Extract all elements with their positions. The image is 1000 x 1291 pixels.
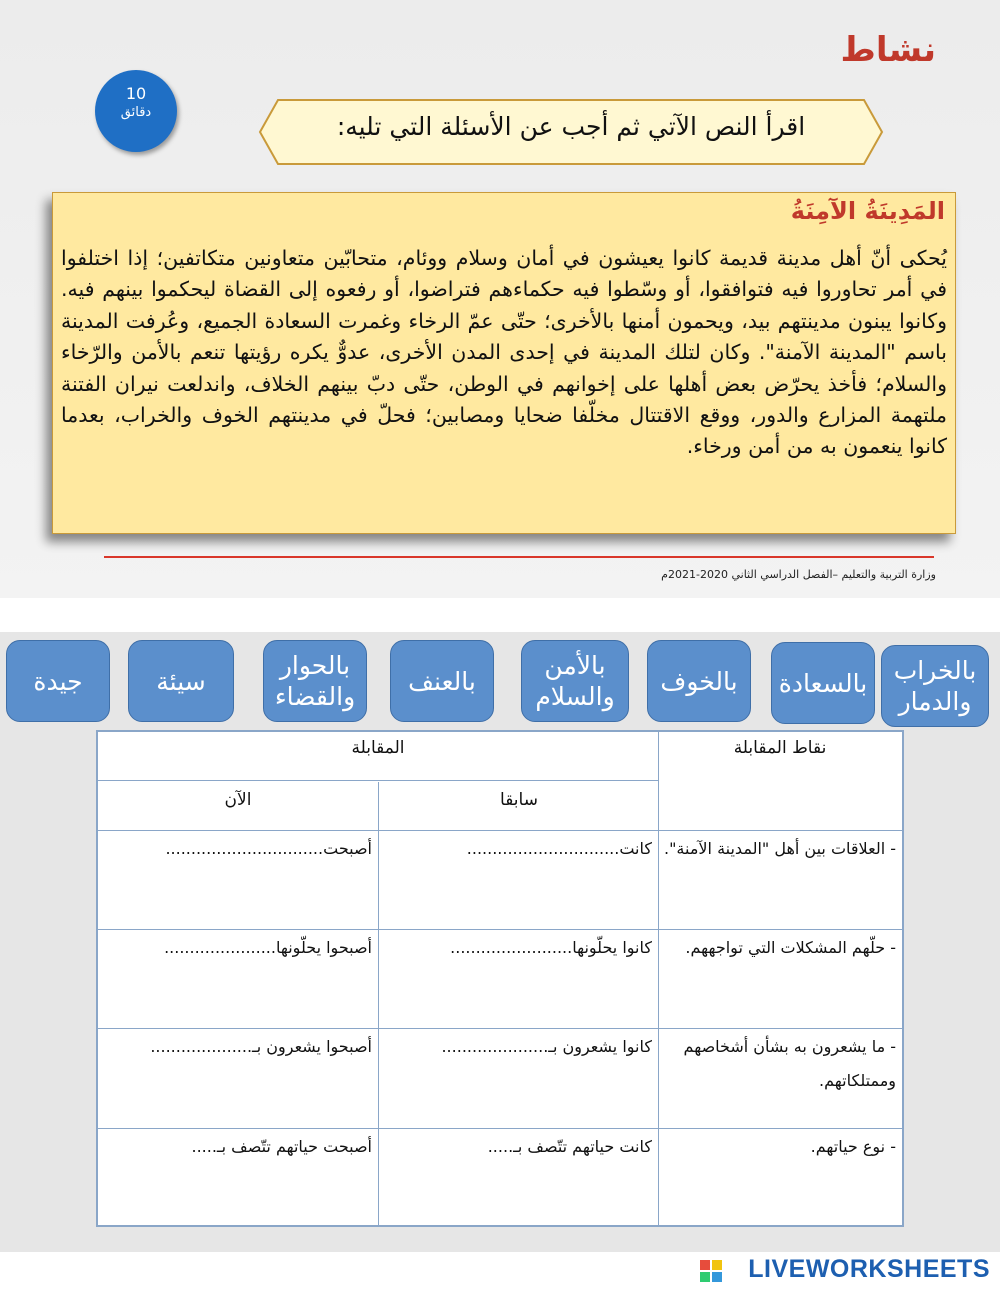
- instruction-text: اقرأ النص الآتي ثم أجب عن الأسئلة التي تليه:: [336, 112, 806, 141]
- footer-text: وزارة التربية والتعليم –الفصل الدراسي الثاني 2020-2021م: [661, 568, 936, 581]
- passage-title: المَدِينَةُ الآمِنَةُ: [790, 197, 945, 225]
- footer-divider: [104, 556, 934, 558]
- header-before: سابقا: [500, 790, 538, 810]
- row-point: - نوع حياتهم.: [810, 1137, 896, 1156]
- word-option[interactable]: بالخراب والدمار: [881, 645, 989, 727]
- row-before-blank[interactable]: كانت حياتهم تتّصف بـ.....: [487, 1137, 652, 1156]
- activity-title: نشاط: [840, 30, 936, 70]
- row-now-blank[interactable]: أصبحوا يشعرون بـ....................: [150, 1037, 372, 1056]
- table-divider: [378, 782, 379, 1225]
- row-before-blank[interactable]: كانت..............................: [466, 839, 652, 858]
- row-point: - حلّهم المشكلات التي تواجههم.: [685, 938, 896, 957]
- timer-unit: دقائق: [120, 105, 152, 120]
- header-comparison: المقابلة: [351, 738, 405, 758]
- row-now-blank[interactable]: أصبحوا يحلّونها......................: [164, 938, 372, 957]
- comparison-table: [96, 730, 904, 1227]
- word-option[interactable]: بالأمن والسلام: [521, 640, 629, 722]
- word-option[interactable]: جيدة: [6, 640, 110, 722]
- timer-badge: [95, 70, 177, 152]
- table-divider: [98, 1028, 902, 1029]
- word-option[interactable]: سيئة: [128, 640, 234, 722]
- table-divider: [98, 830, 902, 831]
- liveworksheets-logo-icon: [700, 1260, 722, 1282]
- header-points: نقاط المقابلة: [733, 738, 827, 758]
- timer-number: 10: [125, 84, 147, 103]
- row-point: - العلاقات بين أهل "المدينة الآمنة".: [663, 839, 896, 858]
- table-divider: [98, 929, 902, 930]
- row-now-blank[interactable]: أصبحت حياتهم تتّصف بـ.....: [191, 1137, 372, 1156]
- row-before-blank[interactable]: كانوا يحلّونها........................: [450, 938, 652, 957]
- instruction-banner: [258, 98, 884, 166]
- row-now-blank[interactable]: أصبحت...............................: [165, 839, 372, 858]
- table-divider: [98, 1128, 902, 1129]
- word-option[interactable]: بالحوار والقضاء: [263, 640, 367, 722]
- row-point: - ما يشعرون به بشأن أشخاصهم وممتلكاتهم.: [683, 1037, 896, 1090]
- passage-box: [52, 192, 956, 534]
- brand-name: LIVEWORKSHEETS: [748, 1255, 990, 1283]
- word-option[interactable]: بالعنف: [390, 640, 494, 722]
- table-divider: [98, 780, 658, 781]
- header-now: الآن: [224, 790, 252, 810]
- table-divider: [658, 732, 659, 1225]
- row-before-blank[interactable]: كانوا يشعرون بـ.....................: [441, 1037, 652, 1056]
- page-separator: [0, 598, 1000, 632]
- passage-text: يُحكى أنّ أهل مدينة قديمة كانوا يعيشون في أمان وسلام ووئام، متحابّين متعاونين متكاتفين؛ إذا اختلفوا في أمر تحاوروا فيه فتوافقوا، أو وسّطوا فيه حكماءهم فتراضوا، أو رفعوه إلى القضاة ليحكموا بينهم فيه. وكانوا يبنون مدينتهم بيد، ويحمون أمنها بالأخرى؛ حتّى عمّ الرخاء وغمرت السعادة الجميع، وعُرفت المدينة باسم "المدينة الآمنة". وكان لتلك المدينة في إحدى المدن الأخرى، عدوٌّ يكره رؤيتها تنعم بالأمن والرّخاء والسلام؛ فأخذ يحرّض بعض أهلها على إخوانهم في الوطن، حتّى دبّ بينهم الخلاف، واندلعت نيران الفتنة ملتهمة المزارع والدور، ووقع الاقتتال مخلّفا ضحايا ومصابين؛ فحلّ في مدينتهم الخوف والخراب، بعدما كانوا ينعمون به من أمن ورخاء.: [61, 246, 947, 459]
- word-option[interactable]: بالخوف: [647, 640, 751, 722]
- word-option[interactable]: بالسعادة: [771, 642, 875, 724]
